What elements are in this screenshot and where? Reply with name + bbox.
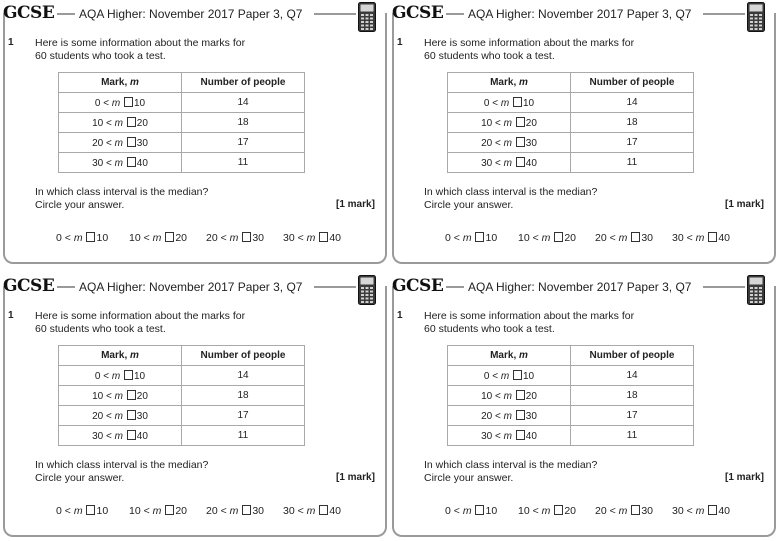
interval-cell: 10 < m 20: [448, 113, 571, 133]
interval-cell: 0 < m 10: [59, 366, 182, 386]
header-mark: Mark, m: [59, 346, 182, 366]
answer-option[interactable]: 30 < m 40: [283, 505, 342, 517]
table-row: [448, 93, 694, 113]
question-prompt: [35, 459, 208, 485]
paper-title: AQA Higher: November 2017 Paper 3, Q7: [468, 7, 692, 21]
count-cell: 14: [182, 93, 305, 113]
intro-line: 60 students who took a test.: [35, 323, 166, 335]
table-row: [59, 153, 305, 173]
header-rule-left: [57, 286, 75, 288]
table-header-row: [59, 73, 305, 93]
answer-option[interactable]: 0 < m 10: [445, 505, 498, 517]
question-card: [0, 0, 388, 268]
count-cell: 18: [182, 113, 305, 133]
marks-table: [58, 345, 305, 446]
prompt-line: Circle your answer.: [35, 472, 125, 484]
interval-cell: 20 < m 30: [448, 406, 571, 426]
question-number: 1: [8, 37, 14, 48]
question-number: 1: [8, 310, 14, 321]
marks-table: [447, 72, 694, 173]
question-prompt: [424, 186, 597, 212]
header-mark: Mark, m: [59, 73, 182, 93]
header-count: Number of people: [182, 346, 305, 366]
gcse-logo: GCSE: [392, 276, 444, 296]
gcse-logo: GCSE: [3, 3, 55, 23]
table-header-row: [59, 346, 305, 366]
question-prompt: [35, 186, 208, 212]
header-rule-right: [703, 13, 745, 15]
interval-cell: 10 < m 20: [59, 113, 182, 133]
prompt-line: In which class interval is the median?: [35, 459, 209, 471]
intro-line: Here is some information about the marks for: [424, 37, 635, 49]
count-cell: 11: [182, 426, 305, 446]
gcse-logo: GCSE: [3, 276, 55, 296]
count-cell: 14: [182, 366, 305, 386]
question-intro: [35, 37, 245, 63]
table-row: [59, 386, 305, 406]
intro-line: 60 students who took a test.: [35, 50, 166, 62]
answer-option[interactable]: 10 < m 20: [518, 505, 577, 517]
question-card: [389, 273, 777, 541]
answer-option[interactable]: 10 < m 20: [129, 232, 188, 244]
table-row: [59, 406, 305, 426]
count-cell: 18: [182, 386, 305, 406]
table-row: [59, 133, 305, 153]
interval-cell: 0 < m 10: [448, 366, 571, 386]
prompt-line: Circle your answer.: [35, 199, 125, 211]
interval-cell: 20 < m 30: [59, 406, 182, 426]
interval-cell: 30 < m 40: [59, 153, 182, 173]
answer-option[interactable]: 10 < m 20: [518, 232, 577, 244]
interval-cell: 30 < m 40: [59, 426, 182, 446]
table-row: [59, 113, 305, 133]
interval-cell: 0 < m 10: [448, 93, 571, 113]
count-cell: 14: [571, 93, 694, 113]
prompt-line: In which class interval is the median?: [424, 459, 598, 471]
header-count: Number of people: [571, 73, 694, 93]
count-cell: 11: [182, 153, 305, 173]
header-mark: Mark, m: [448, 346, 571, 366]
intro-line: Here is some information about the marks for: [424, 310, 635, 322]
table-row: [448, 426, 694, 446]
mark-allocation: [1 mark]: [336, 472, 375, 483]
table-row: [448, 366, 694, 386]
answer-option[interactable]: 0 < m 10: [56, 232, 109, 244]
table-header-row: [448, 346, 694, 366]
table-row: [59, 366, 305, 386]
table-row: [448, 113, 694, 133]
prompt-line: Circle your answer.: [424, 199, 514, 211]
header-count: Number of people: [182, 73, 305, 93]
interval-cell: 30 < m 40: [448, 426, 571, 446]
answer-option[interactable]: 20 < m 30: [206, 505, 265, 517]
intro-line: 60 students who took a test.: [424, 50, 555, 62]
table-row: [448, 406, 694, 426]
answer-option[interactable]: 20 < m 30: [595, 505, 654, 517]
calculator-icon: [358, 275, 376, 305]
table-row: [448, 386, 694, 406]
paper-title: AQA Higher: November 2017 Paper 3, Q7: [79, 280, 303, 294]
mark-allocation: [1 mark]: [725, 472, 764, 483]
answer-option[interactable]: 10 < m 20: [129, 505, 188, 517]
count-cell: 11: [571, 426, 694, 446]
mark-allocation: [1 mark]: [725, 199, 764, 210]
table-row: [59, 426, 305, 446]
gcse-logo: GCSE: [392, 3, 444, 23]
mark-allocation: [1 mark]: [336, 199, 375, 210]
interval-cell: 20 < m 30: [59, 133, 182, 153]
count-cell: 18: [571, 386, 694, 406]
intro-line: 60 students who took a test.: [424, 323, 555, 335]
calculator-icon: [747, 275, 765, 305]
interval-cell: 0 < m 10: [59, 93, 182, 113]
prompt-line: In which class interval is the median?: [424, 186, 598, 198]
answer-option[interactable]: 30 < m 40: [672, 505, 731, 517]
count-cell: 17: [182, 133, 305, 153]
count-cell: 17: [571, 406, 694, 426]
header-rule-left: [446, 286, 464, 288]
question-intro: [35, 310, 245, 336]
answer-option[interactable]: 30 < m 40: [283, 232, 342, 244]
prompt-line: In which class interval is the median?: [35, 186, 209, 198]
marks-table: [58, 72, 305, 173]
count-cell: 18: [571, 113, 694, 133]
header-rule-right: [703, 286, 745, 288]
paper-title: AQA Higher: November 2017 Paper 3, Q7: [468, 280, 692, 294]
intro-line: Here is some information about the marks for: [35, 310, 246, 322]
answer-option[interactable]: 0 < m 10: [445, 232, 498, 244]
question-intro: [424, 37, 634, 63]
answer-option[interactable]: 0 < m 10: [56, 505, 109, 517]
calculator-icon: [358, 2, 376, 32]
interval-cell: 30 < m 40: [448, 153, 571, 173]
question-card: [389, 0, 777, 268]
table-row: [448, 153, 694, 173]
answer-option[interactable]: 20 < m 30: [595, 232, 654, 244]
question-number: 1: [397, 37, 403, 48]
count-cell: 17: [571, 133, 694, 153]
question-card: [0, 273, 388, 541]
count-cell: 14: [571, 366, 694, 386]
header-count: Number of people: [571, 346, 694, 366]
header-rule-left: [57, 13, 75, 15]
interval-cell: 10 < m 20: [448, 386, 571, 406]
question-intro: [424, 310, 634, 336]
question-number: 1: [397, 310, 403, 321]
interval-cell: 20 < m 30: [448, 133, 571, 153]
answer-option[interactable]: 30 < m 40: [672, 232, 731, 244]
paper-title: AQA Higher: November 2017 Paper 3, Q7: [79, 7, 303, 21]
table-header-row: [448, 73, 694, 93]
header-mark: Mark, m: [448, 73, 571, 93]
count-cell: 17: [182, 406, 305, 426]
calculator-icon: [747, 2, 765, 32]
prompt-line: Circle your answer.: [424, 472, 514, 484]
count-cell: 11: [571, 153, 694, 173]
table-row: [448, 133, 694, 153]
question-prompt: [424, 459, 597, 485]
header-rule-right: [314, 286, 356, 288]
table-row: [59, 93, 305, 113]
header-rule-left: [446, 13, 464, 15]
intro-line: Here is some information about the marks for: [35, 37, 246, 49]
header-rule-right: [314, 13, 356, 15]
answer-option[interactable]: 20 < m 30: [206, 232, 265, 244]
interval-cell: 10 < m 20: [59, 386, 182, 406]
marks-table: [447, 345, 694, 446]
